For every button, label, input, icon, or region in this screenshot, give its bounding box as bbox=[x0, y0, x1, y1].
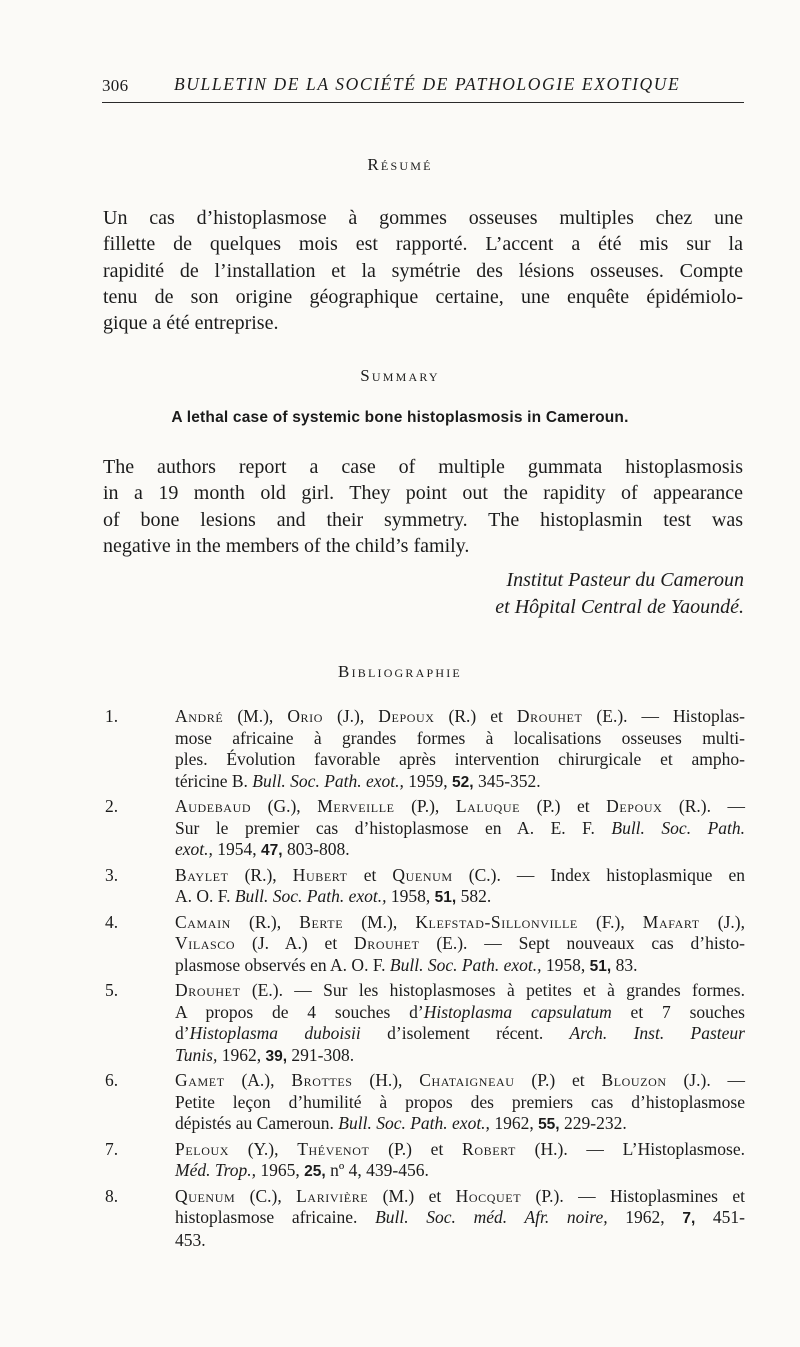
italic-text: Bull. Soc. Path. exot., bbox=[389, 954, 542, 975]
reference-fragment: (E.). — Sept nouveaux cas d’histo- bbox=[419, 933, 745, 953]
resume-line: rapidité de l’installation et la symétrie des lésions osseuses. Compte bbox=[103, 259, 743, 282]
reference-fragment: (J.), bbox=[699, 911, 745, 932]
volume-number: 52, bbox=[452, 773, 474, 791]
reference-text bbox=[175, 796, 745, 862]
reference-fragment: 1962, bbox=[607, 1207, 683, 1227]
reference-text bbox=[175, 980, 745, 1067]
italic-text: Bull. Soc. Path. bbox=[611, 817, 746, 838]
reference-fragment: plasmose observés en A. O. F. bbox=[175, 954, 390, 975]
italic-text: Tunis, bbox=[175, 1044, 218, 1065]
reference-line bbox=[175, 1207, 745, 1230]
reference-fragment: (P.), bbox=[394, 796, 456, 816]
reference-line bbox=[175, 1092, 745, 1114]
reference-fragment: (R.). — bbox=[662, 796, 746, 816]
reference-number: 6. bbox=[105, 1070, 119, 1090]
reference-text bbox=[175, 1070, 745, 1136]
author-name: Robert bbox=[462, 1138, 516, 1159]
reference-fragment: (E.). — Sur les histoplasmoses à petites et à grandes formes. bbox=[240, 980, 745, 1000]
summary-subtitle: A lethal case of systemic bone histoplasmosis in Cameroun. bbox=[171, 409, 629, 426]
reference-fragment: (G.), bbox=[251, 796, 318, 816]
bibliography-list bbox=[105, 706, 745, 1254]
reference-fragment: 582. bbox=[456, 886, 492, 906]
reference-fragment: (M.), bbox=[223, 706, 288, 726]
author-name: Depoux bbox=[378, 706, 435, 726]
reference-line bbox=[175, 865, 745, 887]
resume-line: tenu de son origine géographique certaine, une enquête épidémiolo- bbox=[103, 285, 743, 308]
author-name: Klefstad-Sillonville bbox=[415, 911, 578, 932]
reference-fragment: histoplasmose africaine. bbox=[175, 1207, 376, 1227]
reference-fragment: Sur le premier cas d’histoplasmose en A. E. F. bbox=[175, 817, 612, 838]
reference-line bbox=[175, 933, 745, 955]
reference-fragment: 1962, bbox=[489, 1113, 539, 1133]
reference-line bbox=[175, 1160, 745, 1183]
reference-line bbox=[175, 1070, 745, 1092]
running-title: BULLETIN DE LA SOCIÉTÉ DE PATHOLOGIE EXOTIQUE bbox=[174, 74, 681, 94]
page-header bbox=[102, 74, 742, 102]
reference-fragment: 1959, bbox=[403, 770, 453, 791]
author-name: Chataigneau bbox=[419, 1070, 515, 1090]
summary-line: in a 19 month old girl. They point out the rapidity of appearance bbox=[103, 482, 743, 505]
reference-item bbox=[105, 1070, 745, 1136]
author-name: Berte bbox=[299, 911, 344, 932]
reference-text bbox=[175, 1186, 745, 1252]
reference-fragment: mose africaine à grandes formes à localisations osseuses multi- bbox=[175, 727, 745, 748]
affiliation-line-2: et Hôpital Central de Yaoundé. bbox=[495, 596, 744, 618]
reference-line bbox=[175, 1186, 745, 1208]
summary-line: The authors report a case of multiple gummata histoplasmosis bbox=[103, 456, 743, 478]
author-name: Merveille bbox=[317, 796, 395, 816]
reference-line bbox=[175, 886, 745, 909]
author-affiliation bbox=[495, 567, 744, 621]
reference-number: 4. bbox=[105, 911, 119, 932]
reference-fragment: (P.) et bbox=[369, 1138, 463, 1159]
author-name: Thévenot bbox=[297, 1138, 370, 1159]
volume-number: 55, bbox=[538, 1116, 560, 1133]
reference-fragment: 345-352. bbox=[473, 770, 541, 791]
author-name: Baylet bbox=[175, 864, 229, 885]
italic-text: Bull. Soc. méd. Afr. noire, bbox=[375, 1207, 608, 1227]
reference-item bbox=[105, 1186, 745, 1252]
reference-fragment: (E.). — Histoplas- bbox=[582, 706, 745, 726]
author-name: Drouhet bbox=[516, 706, 583, 726]
reference-line bbox=[175, 955, 745, 978]
reference-fragment: 1958, bbox=[386, 886, 435, 906]
italic-text: Bull. Soc. Path. exot., bbox=[252, 770, 404, 791]
reference-item bbox=[105, 1139, 745, 1183]
author-name: Peloux bbox=[175, 1138, 229, 1159]
reference-fragment: (A.), bbox=[224, 1070, 292, 1090]
summary-heading: Summary bbox=[360, 366, 440, 385]
resume-line: Un cas d’histoplasmose à gommes osseuses multiples chez une bbox=[103, 207, 743, 229]
italic-text: Méd. Trop., bbox=[175, 1160, 257, 1180]
reference-fragment: dépistés au Cameroun. bbox=[175, 1113, 339, 1133]
reference-number: 7. bbox=[105, 1138, 119, 1159]
resume-line: fillette de quelques mois est rapporté. L’accent a été mis sur la bbox=[103, 233, 743, 256]
author-name: Brottes bbox=[291, 1070, 353, 1090]
reference-line bbox=[175, 818, 745, 840]
reference-fragment: (H.), bbox=[352, 1070, 420, 1090]
reference-fragment: téricine B. bbox=[175, 770, 253, 791]
reference-fragment: 83. bbox=[611, 954, 638, 975]
resume-paragraph bbox=[103, 205, 743, 336]
reference-line bbox=[175, 1002, 745, 1024]
affiliation-line-1: Institut Pasteur du Cameroun bbox=[506, 569, 744, 591]
italic-text: Arch. Inst. Pasteur bbox=[569, 1023, 745, 1043]
italic-text: Bull. Soc. Path. exot., bbox=[234, 886, 387, 906]
reference-fragment: 291-308. bbox=[287, 1044, 355, 1065]
reference-fragment: (R.) et bbox=[434, 706, 517, 726]
reference-fragment: Petite leçon d’humilité à propos des premiers cas d’histoplasmose bbox=[175, 1091, 745, 1112]
reference-number: 8. bbox=[105, 1185, 119, 1206]
resume-line: gique a été entreprise. bbox=[103, 312, 279, 335]
reference-text bbox=[175, 912, 745, 978]
reference-line bbox=[175, 771, 745, 794]
summary-line: of bone lesions and their symmetry. The histoplasmin test was bbox=[103, 508, 743, 531]
reference-line bbox=[175, 980, 745, 1002]
page-number: 306 bbox=[102, 76, 129, 95]
reference-item bbox=[105, 912, 745, 978]
volume-number: 39, bbox=[265, 1047, 288, 1065]
reference-line bbox=[175, 1139, 745, 1161]
summary-line: negative in the members of the child’s family. bbox=[103, 534, 470, 557]
resume-heading: Résumé bbox=[367, 155, 433, 174]
reference-fragment: (Y.), bbox=[229, 1138, 298, 1159]
reference-fragment: (P.). — Histoplasmines et bbox=[521, 1185, 745, 1206]
author-name: Drouhet bbox=[175, 980, 241, 1000]
reference-fragment: (C.). — Index histoplasmique en bbox=[452, 864, 746, 885]
reference-fragment: et bbox=[347, 864, 393, 885]
reference-line bbox=[175, 728, 745, 750]
reference-line bbox=[175, 1113, 745, 1136]
summary-paragraph bbox=[103, 454, 743, 559]
reference-fragment: 1962, bbox=[217, 1044, 266, 1065]
reference-fragment: 451- bbox=[695, 1207, 746, 1227]
reference-number: 2. bbox=[105, 796, 119, 816]
volume-number: 47, bbox=[261, 842, 283, 859]
volume-number: 25, bbox=[304, 1163, 326, 1180]
italic-text: Histoplasma capsulatum bbox=[423, 1001, 612, 1022]
reference-fragment: (M.), bbox=[343, 911, 416, 932]
author-name: Depoux bbox=[606, 796, 663, 816]
reference-line bbox=[175, 796, 745, 818]
reference-fragment: ples. Évolution favorable après intervention chirurgicale et ampho- bbox=[175, 749, 745, 769]
reference-number: 1. bbox=[105, 706, 119, 726]
reference-fragment: (J.). — bbox=[666, 1070, 746, 1090]
reference-fragment: d’ bbox=[175, 1023, 190, 1043]
reference-fragment: (R.), bbox=[230, 911, 300, 932]
reference-number: 5. bbox=[105, 980, 119, 1000]
italic-text: exot., bbox=[175, 839, 213, 859]
reference-fragment: et 7 souches bbox=[611, 1001, 745, 1022]
italic-text: Bull. Soc. Path. exot., bbox=[338, 1113, 490, 1133]
author-name: Vilasco bbox=[175, 933, 236, 953]
reference-fragment: (J.), bbox=[323, 706, 379, 726]
author-name: Camain bbox=[175, 911, 231, 932]
volume-number: 51, bbox=[434, 889, 457, 906]
reference-number: 3. bbox=[105, 864, 119, 885]
reference-line bbox=[175, 1230, 745, 1252]
reference-fragment: 803-808. bbox=[282, 839, 350, 859]
reference-line bbox=[175, 1023, 745, 1045]
reference-item bbox=[105, 980, 745, 1067]
bibliography-heading: Bibliographie bbox=[338, 662, 462, 681]
header-rule bbox=[102, 102, 744, 103]
reference-line bbox=[175, 912, 745, 934]
author-name: Mafart bbox=[642, 911, 700, 932]
reference-fragment: (R.), bbox=[228, 864, 293, 885]
reference-fragment: (H.). — L’Histoplasmose. bbox=[515, 1138, 745, 1159]
volume-number: 51, bbox=[589, 957, 612, 975]
reference-item bbox=[105, 796, 745, 862]
author-name: Drouhet bbox=[354, 933, 420, 953]
author-name: Hocquet bbox=[455, 1185, 522, 1206]
italic-text: Histoplasma duboisii bbox=[189, 1023, 361, 1043]
volume-number: 7, bbox=[682, 1210, 696, 1227]
author-name: Orio bbox=[287, 706, 324, 726]
reference-text bbox=[175, 865, 745, 909]
reference-fragment: 1958, bbox=[541, 954, 590, 975]
author-name: Audebaud bbox=[175, 796, 252, 816]
author-name: Larivière bbox=[296, 1185, 369, 1206]
reference-item bbox=[105, 706, 745, 793]
reference-text bbox=[175, 706, 745, 793]
reference-fragment: (J. A.) et bbox=[235, 933, 355, 953]
reference-fragment: 453. bbox=[175, 1229, 206, 1250]
reference-line bbox=[175, 839, 745, 862]
reference-line bbox=[175, 749, 745, 771]
reference-fragment: A. O. F. bbox=[175, 886, 235, 906]
reference-fragment: 229-232. bbox=[559, 1113, 627, 1133]
reference-fragment: 1965, bbox=[256, 1160, 305, 1180]
reference-fragment: (M.) et bbox=[368, 1185, 456, 1206]
author-name: Laluque bbox=[455, 796, 521, 816]
reference-fragment: 1954, bbox=[212, 839, 262, 859]
author-name: André bbox=[175, 706, 224, 726]
author-name: Gamet bbox=[175, 1070, 225, 1090]
author-name: Quenum bbox=[392, 864, 453, 885]
reference-fragment: (P.) et bbox=[514, 1070, 602, 1090]
author-name: Hubert bbox=[292, 864, 348, 885]
reference-fragment: (F.), bbox=[577, 911, 643, 932]
reference-line bbox=[175, 706, 745, 728]
reference-item bbox=[105, 865, 745, 909]
reference-fragment: (P.) et bbox=[520, 796, 607, 816]
reference-fragment: nº 4, 439-456. bbox=[325, 1160, 429, 1180]
reference-fragment: d’isolement récent. bbox=[360, 1023, 570, 1043]
reference-text bbox=[175, 1139, 745, 1183]
reference-fragment: A propos de 4 souches d’ bbox=[175, 1001, 424, 1022]
reference-fragment: (C.), bbox=[235, 1185, 297, 1206]
author-name: Quenum bbox=[175, 1185, 236, 1206]
author-name: Blouzon bbox=[601, 1070, 667, 1090]
reference-line bbox=[175, 1045, 745, 1068]
